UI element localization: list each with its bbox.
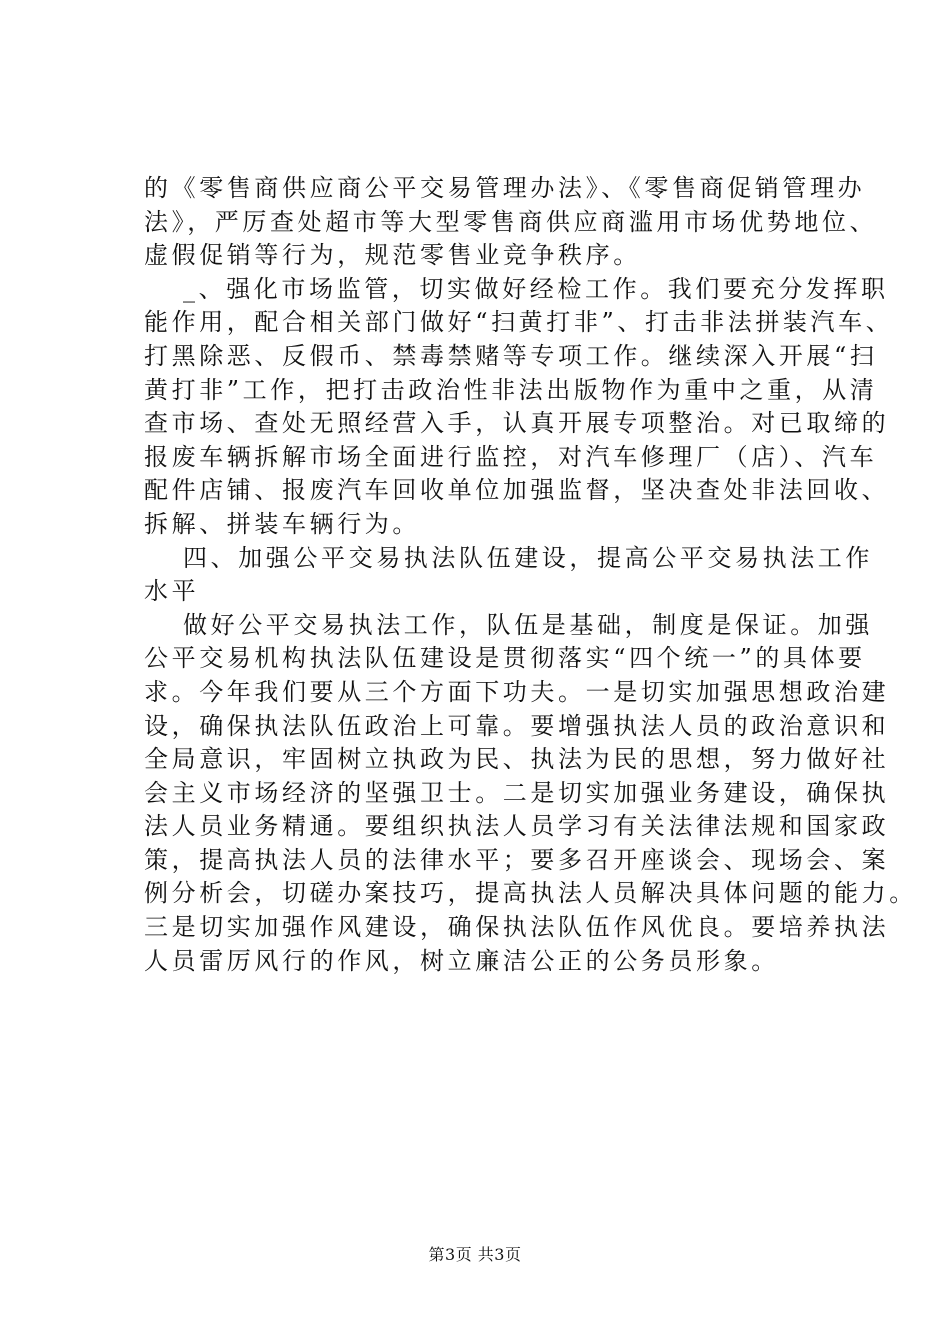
- text-line: 打黑除恶、反假币、禁毒禁赌等专项工作。继续深入开展“扫: [144, 341, 878, 370]
- section-heading: 四、加强公平交易执法队伍建设，提高公平交易执法工作: [183, 543, 873, 572]
- page-footer: [0, 1244, 950, 1266]
- text-line: 全局意识，牢固树立执政为民、执法为民的思想，努力做好社: [144, 745, 890, 774]
- text-line: 的《零售商供应商公平交易管理办法》、《零售商促销管理办: [144, 174, 866, 202]
- text-line: 查市场、查处无照经营入手，认真开展专项整治。对已取缔的: [144, 409, 890, 438]
- text-line: 人员雷厉风行的作风，树立廉洁公正的公务员形象。: [144, 946, 779, 975]
- text-line: 例分析会，切磋办案技巧，提高执法人员解决具体问题的能力。: [144, 879, 917, 908]
- text-line: 公平交易机构执法队伍建设是贯彻落实“四个统一”的具体要: [144, 644, 866, 673]
- text-line: 会主义市场经济的坚强卫士。二是切实加强业务建设，确保执: [144, 778, 890, 807]
- section-heading: 水平: [144, 577, 200, 606]
- text-line: 黄打非”工作，把打击政治性非法出版物作为重中之重，从清: [144, 375, 878, 404]
- text-line: 能作用，配合相关部门做好“扫黄打非”、打击非法拼装汽车、: [144, 308, 894, 337]
- document-body: [144, 172, 917, 978]
- text-line: 法人员业务精通。要组织执法人员学习有关法律法规和国家政: [144, 812, 890, 841]
- text-line: 做好公平交易执法工作，队伍是基础，制度是保证。加强: [183, 610, 873, 639]
- text-line: 虚假促销等行为，规范零售业竞争秩序。: [144, 241, 641, 270]
- text-line: 求。今年我们要从三个方面下功夫。一是切实加强思想政治建: [144, 677, 890, 706]
- text-line: 拆解、拼装车辆行为。: [144, 509, 420, 538]
- text-line: 设，确保执法队伍政治上可靠。要增强执法人员的政治意识和: [144, 711, 890, 740]
- text-line: 法》，严厉查处超市等大型零售商供应商滥用市场优势地位、: [144, 207, 878, 236]
- text-line: 三是切实加强作风建设，确保执法队伍作风优良。要培养执法: [144, 913, 890, 942]
- text-line: _、强化市场监管，切实做好经检工作。我们要充分发挥职: [183, 274, 889, 303]
- text-line: 配件店铺、报废汽车回收单位加强监督，坚决查处非法回收、: [144, 476, 890, 505]
- text-line: 报废车辆拆解市场全面进行监控，对汽车修理厂（店）、汽车: [144, 442, 878, 471]
- text-line: 策，提高执法人员的法律水平；要多召开座谈会、现场会、案: [144, 845, 890, 874]
- page-number: 第3页 共3页: [428, 1245, 522, 1264]
